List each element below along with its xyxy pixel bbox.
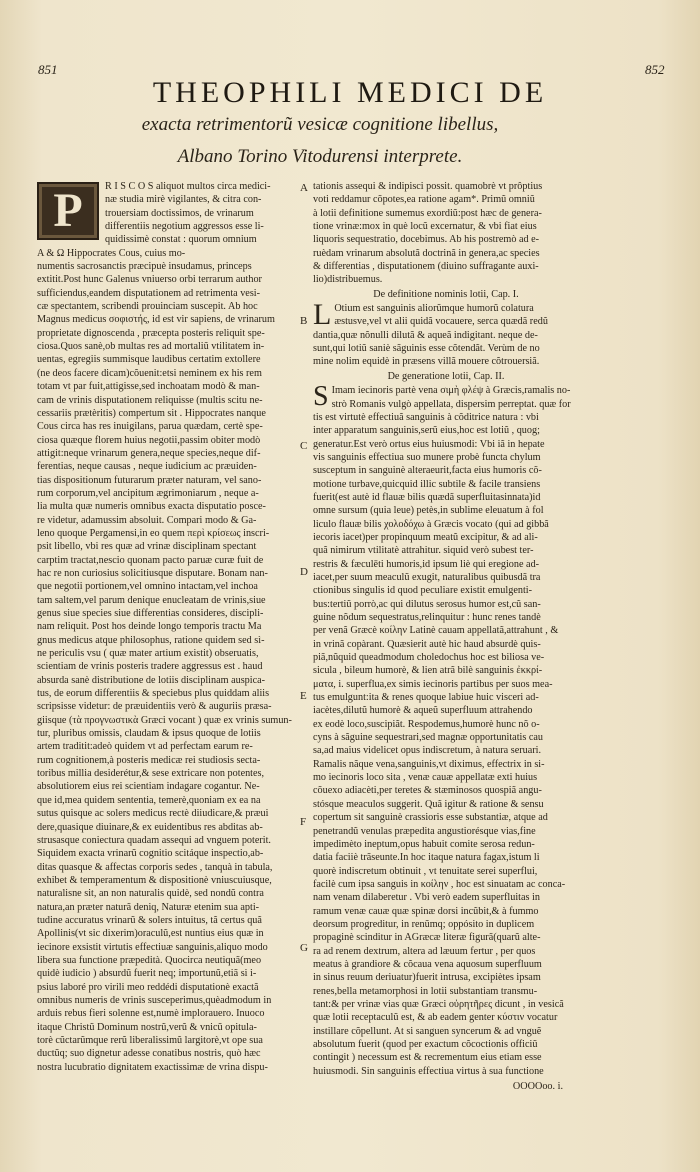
text-line: ματα, i. superflua,ex simis iecinoris partibus per suos mea- [313,678,553,690]
margin-letter-f: F [300,816,307,828]
text-line: Siquidem exacta vrinarũ cognitio scitáque inspectio,ab- [37,848,264,860]
text-line: natura,an præter naturã deniq, Naturæ etenim sua apti- [37,901,260,913]
text-line: Magnus medicus σοφιστής, id est vir sapiens, de vrinarum [37,314,275,326]
text-line: totam vt par fuit,attigisse,sed inchoatam modò & man- [37,381,260,393]
text-line: ramum venæ cauæ quæ spinæ dorsi incũbit,& à fummo [313,905,539,917]
text-line: copertum sit sanguinè crassioris esse substantiæ, atque ad [313,812,548,824]
text-line: propaginè scinditur in AGræcæ literæ figurã(quarũ alte- [313,932,541,944]
left-text-column [37,180,297,1074]
chapter-heading-2: De generatione lotii, Cap. II. [387,370,505,382]
text-line: Cous circa has res inuigilans, parua quædam, certè spe- [37,421,263,433]
text-line: in sinus reuum deriuatur)fuerit intrusa, excipiètes ipsam [313,972,541,984]
text-line: sufficiendus,eandem disputationem ad retrimenta vesi- [37,287,261,299]
text-line: ciosa quæque florem huius negotii,passim obiter modò [37,434,261,446]
text-line: rum corporum,vel ancipitum ægrimoniarum , neque a- [37,487,259,499]
text-line: iacètes,dilutũ humorè & aqueũ superfluum attrahendo [313,705,533,717]
text-line: psit libello, vbi res quæ ad vrinæ disciplinam spectant [37,541,257,553]
text-line: quã nimirum vtilitatè attrahitur. siquid verò subest ter- [313,545,534,557]
text-line: ruèdam vrinarum absolutã doctrinã in genera,ac species [313,247,540,259]
text-line: que negotii portionem,vel omnino intactam,vel inchoa [37,581,258,593]
text-line: tationis assequi & indipisci possit. quamobrè vt prôptius [313,181,543,192]
text-line: toribus millia desiderétur,& sese extricare non potentes, [37,768,265,780]
text-line: in vrinã copàrant. Quæsierit autè hic haud absurdè quis- [313,638,541,650]
text-line: iacet,per suum meaculũ exugit, naturalibus quibusdã tra [313,571,541,583]
text-line: tudine accuratus vrinarũ & solers intuitus, tã certus quã [37,914,262,926]
text-line: leno quoque Pergamensi,in eo quem περὶ κρίσεως inscri- [37,527,270,539]
text-line: piã,nũquid queadmodum choledochus hoc est biliosa ve- [313,652,545,664]
text-line: deorsum progreditur, in renũmq; oppósito in duplicem [313,918,535,930]
text-line: quæ lotii receptaculũ est, & ab eadem genter κύστιν vocatur [313,1012,558,1024]
right-text-column [313,180,579,1093]
text-line: facilè cum ipsa sanguis in κοίλην , hoc est sinuatam ac conca- [313,878,566,890]
margin-letter-e: E [300,690,307,702]
text-line: numentis sacrosanctis præcipuè insudamus, princeps [37,261,252,273]
text-line: uentas, egregiis summisque laudibus certatim extollere [37,354,261,366]
text-line: sicula , bileum humorè, & lien atrã bilè sanguinis ἐκκρί- [313,665,543,677]
text-line: liquoris sequestratio, docebimus. Ab his postremò ad e- [313,234,540,246]
text-line: genus siue species siue differentias consideres, discipli- [37,608,264,619]
page-subtitle: exacta retrimentorũ vesicæ cognitione libellus, [141,114,499,135]
text-line: exhibet & temperamentum & dispositionè vniuscuiusque, [37,874,272,886]
text-line: fuerit(est autè id flauæ bilis quædã superfluitasinnata)id [313,491,541,503]
text-line: artem traditit:adeò quidem vt ad perfectam earum re- [37,741,253,753]
text-line: generatur.Est verò ortus eius huiusmodi: Vbi iã in hepate [313,438,545,450]
text-line: (ne deos facere dicam)cõuenit:etsi neminem ex his rem [37,367,262,379]
text-line: per venã Græcè κοίλην Latinè cauam appellatã,attrahunt , & [313,625,559,637]
text-line: gnus medicus atque philosophus, ratione quidem sed sì- [37,634,265,646]
text-line: carptim tractat,nescio quonam pacto paruæ curæ fuit de [37,554,264,566]
text-line: Imam iecinoris partè vena σιμὴ φλέψ à Græcis,ramalis no- [331,385,571,397]
text-line: quidissimè constat : quorum omnium [105,234,257,246]
text-line: tione vrinæ:mox in què locũ excernatur, & vbi fiat eius [313,221,537,233]
text-line: quorè indiscretum obtinuit , vt tenuitate serei superflui, [313,865,538,877]
text-line: bus:tertiũ porrò,ac qui dilutus serosus humor est,cũ san- [313,598,541,610]
text-line: huiusmodi. Sin sanguinis effectiua virtus à sua functione [313,1065,544,1077]
text-line: renes,bella metamorphosi in lotii substantiam transmu- [313,985,538,997]
margin-letter-g: G [300,942,308,954]
text-line: Ramalis nãque vena,sanguinis,vt diximus, effectrix in si- [313,758,545,770]
text-line: tus emulgunt:ita & renes quoque labiue huic visceri ad- [313,692,539,704]
text-line: proprietate dignoscenda , præcepta posteris reliquit spe- [37,327,265,339]
text-line: que id,mea quidem sententia, temerè,quoniam ex ea na [37,794,261,806]
text-line: à lotii definitione sumemus exordiũ:post hæc de genera- [313,207,542,219]
text-line: hac re non curiosius solicitiusque disputare. Bonam nan- [37,567,268,579]
text-line: tant:& per vrinæ vias quæ Græci οὐρητῆρες dicunt , in vesicã [313,998,564,1010]
page-title: THEOPHILI MEDICI DE [152,76,548,109]
text-line: ra ad renem dextrum, altera ad læuum fertur , per quos [313,945,536,957]
text-line: lio)distribuemus. [313,274,383,286]
text-line: penetrandũ venulas præpedita angustiorésque vias,fine [313,825,536,837]
text-line: omnibus numeris de vrinis susceperimus,quèadmodum in [37,994,272,1006]
text-line: naturalisne sit, an non naturalis quidè, sed nondũ contra [37,888,264,900]
text-line: æstusve,vel vt alii quidã vocauere, serca quædã redũ [334,316,548,328]
text-line: motione turbave,quicquid illic subtile & facile transiens [313,478,541,490]
text-line: ductũq; suo dignetur adesse conatibus nostris, quò hæc [37,1048,261,1060]
text-line: cyns à sãguine sequestrari,sed magnæ opportunitatis cau [313,732,544,744]
text-line: trouersiam doctissimos, de vrinarum [105,207,254,219]
text-line: stósque meaculos suggerit. Quã igitur & ratione & sensu [313,798,544,810]
text-line: strusasque coniectura quadam assequi ad vnguem poterit. [37,834,271,846]
folio-number-left: 851 [38,62,58,77]
translator-line: Albano Torino Vitodurensi interprete. [177,146,463,167]
text-line: sunt,qui lotiũ saniè sãguinis esse cõtendãt. Verùm de no [313,343,540,355]
text-line: rum cognitionem,à posteris medicæ rei studiosis secta- [37,754,261,766]
text-line: nostra lucubratio dignitatem exactissimæ de vrina dispu- [37,1061,268,1073]
text-line: vis sanguinis effectiua suo munere probè functa chylum [313,451,541,463]
text-line: tur, pluribus omissis, claudam & ipsus quoque de lotiis [37,728,261,740]
text-line: ex eodè loco,suscipiãt. Respodemus,humorè hunc nõ o- [313,718,540,730]
text-line: omne sursum (quia leue) petès,in sublime eleuatum à fol [313,505,544,517]
text-line: dantia,quæ nõnulli dilutã & aqueã indigitant. neque de- [313,329,538,341]
text-line: itaque Christũ Dominum nostrũ,verũ & vnicũ opitula- [37,1021,257,1033]
text-line: libera sua functione præpedità. Quocirca neutiquã(meo [37,954,262,966]
text-line: tis est virtutè effectiuã sanguinis à cõditrice natura : vbi [313,411,539,423]
text-line: liculo flauæ bilis χολοδόχω à Græcis vocato (qui ad gibbã [313,518,549,530]
text-line: attigit:neque vrinarum genera,neque species,neque dif- [37,447,261,459]
text-line: ne periculis vsu ( quæ mater artium existit) obseruatis, [37,648,259,660]
text-line: A & Ω Hippocrates Cous, cuius mo- [37,247,186,259]
text-line: differentiis negotium aggressos esse li- [105,221,264,233]
text-line: scientiam de vrinis posteris tradere aggressus est . haud [37,661,263,673]
text-line: iecinore exsistit virtutis effectiuæ sanguinis,aliquo modo [37,941,268,953]
text-line: sa,ad maius videlicet opus indiscretum, à natura seruari. [313,745,542,757]
margin-letter-c: C [300,440,308,452]
text-line: ctionibus singulis id quod peculiare existit emulgenti- [313,585,532,597]
chapter-heading-1: De definitione nominis lotii, Cap. I. [373,288,519,300]
text-line: Apollinis(vt sic dixerim)oraculũ,est nuntius eius quæ in [37,928,264,940]
text-line: ferentias, neque causas , neque iudicium ac præuiden- [37,461,257,473]
text-line: Otium est sanguinis aliorũmque humorũ colatura [334,303,534,315]
text-line: arduis rebus fieri solenne est,numè implorauero. Inuoco [37,1008,265,1020]
text-line: meatus à grandiore & cõcaua vena aquosum superfluum [313,958,542,970]
text-line: tam saltem,vel parum denique enucleatam de vrinis,siue [37,594,266,606]
text-line: absolutiorem eius rei scientiam indagare cogantur. Ne- [37,781,260,793]
text-line: dere,quasique diuinare,& ex euidentibus res abditas ab- [37,821,263,833]
text-line: impedimèto ineptum,opus habuit comite serosa redun- [313,838,535,850]
chapter-initial-2: S [313,381,329,413]
text-line: tus, de eorum differentiis & speciebus plus quiddam aliis [37,688,270,700]
text-line: datia faciiè trãseunte.In hoc itaque natura fagax,istum li [313,852,540,864]
text-line: ciosa.Quos sanè,ob multas res ad mortaliũ vtilitatem in- [37,341,265,353]
text-line: guine nõdum sequestratus,relinquitur : hunc renes tandè [313,612,541,623]
text-line: absurda sanè distributione de lotiis disciplinam auspica- [37,674,266,686]
text-line: quidè iudicio ) absurdũ fuerit neq; importunũ,etiã si i- [37,968,257,980]
text-line: strò Romanis vulgò appellata, dispersim perreptat. quæ for [331,398,571,410]
text-line: cessariis prætèritis) compertum sit . Hippocrates nanque [37,407,266,419]
margin-letter-a: A [300,182,308,194]
text-line: extitit.Post hunc Galenus vniuerso orbi terrarum author [37,274,262,286]
text-line: lia multa quæ numeris omnibus exacta disputatio posce- [37,501,266,513]
text-line: susceptum in sanguinè alteraeurit,facta eius humoris cõ- [313,465,542,477]
text-line: R I S C O S aliquot multos circa medici- [105,181,271,192]
text-line: mo iecinoris loco sita , venæ cauæ appellatæ exti huius [313,772,538,784]
text-line: torè cũctarũmque rerũ liberalissimũ largitorè,vt ope sua [37,1035,263,1046]
decorated-initial: P [37,182,99,240]
text-line: cõuexo adiacèti,per teretes & stæminosos quospiã angu- [313,785,542,797]
text-line: restris & fæculēti humoris,id ipsum liè qui eregione ad- [313,558,540,570]
text-line: inter apparatum sanguinis,serũ eius,hoc est lotiũ , quog; [313,425,540,437]
text-line: voti reddamur cõpotes,ea ratione agam*. Primũ omniũ [313,194,535,206]
margin-letter-d: D [300,566,308,578]
text-line: & differentias , disputationem (diuino suffragante auxi- [313,261,539,273]
text-line: giisque (τὰ προγνωστικὰ Græci vocant ) quæ ex vrinis sumun- [37,714,292,726]
text-line: ditas quasque & affectas corporis sedes , tanquà in tabula, [37,861,273,873]
text-line: sutus quisque ac solers medicus rectè diiudicare,& præui [37,808,269,820]
text-line: mine nolim equidè in præsens villã mouere cõtrouersiã. [313,356,540,368]
text-line: cæ spectantem, scribendi prouinciam suscepit. Ab hoc [37,301,258,313]
signature-mark: OOOOoo. i. [512,1081,563,1093]
text-line: nam reliquit. Post hos deinde longo temporis tractu Ma [37,621,262,633]
text-line: psius laboré pro virili meo reddédi disputationè exactã [37,981,259,993]
text-line: cam de vrinis disputationem reliquisse (multis scitu ne- [37,394,263,406]
text-line: iecoris iacet)per propinquum meatũ excipitur, & ad ali- [313,531,538,543]
text-line: tias dispositionum futurarum præter naturam, vel sano- [37,474,262,486]
chapter-initial-1: L [313,298,332,332]
text-line: re videtur, adamussim absoluit. Compari modo & Ga- [37,514,257,526]
text-line: contingit ) necessum est & recrementum eius etiam esse [313,1052,542,1064]
text-line: absolutum fuerit (quod per exactum cõcoctionis officiũ [313,1039,538,1050]
text-line: instillare cõpellunt. At si sanguen syncerum & ad vnguẽ [313,1025,542,1037]
margin-letter-b: B [300,315,308,327]
text-line: næ studia mirè vigilantes, & citra con- [105,194,262,206]
text-line: nam venam dilaberetur . Vbi verò eadem superfluitas in [313,892,540,904]
text-line: scripsisse videtur: de præuidentiis verò & auguriis præsa- [37,701,272,713]
folio-number-right: 852 [645,62,665,77]
